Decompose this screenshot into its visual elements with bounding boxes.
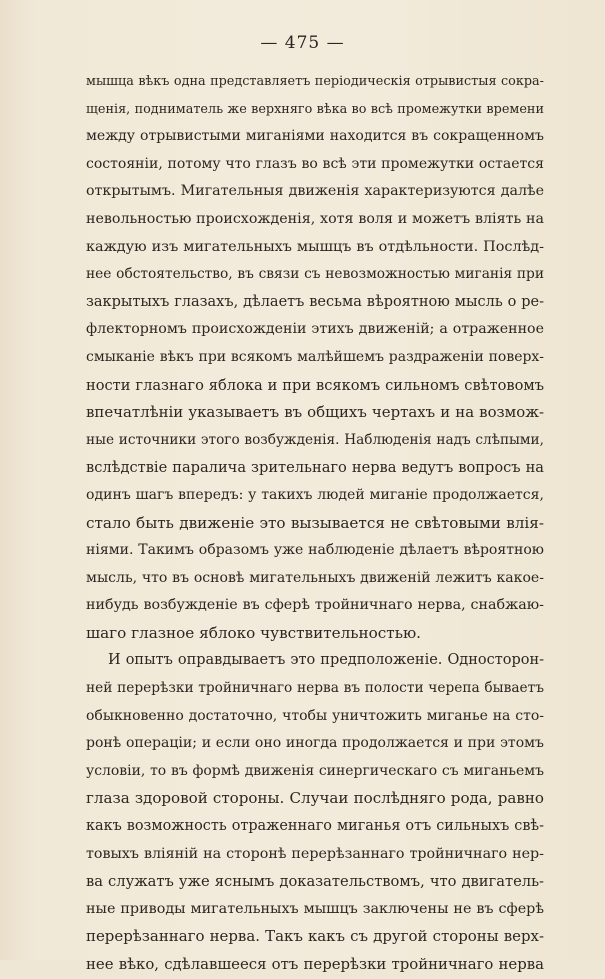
text-line: открытымъ. Мигательныя движенія характеризуются далѣе [86,183,544,200]
text-line: ронѣ операціи; и если оно иногда продолжается и при этомъ [86,735,544,752]
text-line: нее обстоятельство, въ связи съ невозможностью миганія при [86,266,544,283]
text-line: невольностью происхожденія, хотя воля и можетъ вліять на [86,210,544,227]
text-line: щенія, подниматель же верхняго вѣка во всѣ промежутки времени [86,101,544,117]
text-line: закрытыхъ глазахъ, дѣлаетъ весьма вѣроятною мысль о ре- [86,293,544,310]
text-line: мышца вѣкъ одна представляетъ періодическія отрывистыя сокра- [86,74,544,89]
text-line: какъ возможность отраженнаго миганья отъ сильныхъ свѣ- [86,818,544,835]
text-line: смыканіе вѣкъ при всякомъ малѣйшемъ раздраженіи поверх- [86,348,544,365]
body-text [86,68,544,979]
text-line: ные приводы мигательныхъ мышцъ заключены не въ сферѣ [86,900,544,917]
text-line: нее вѣко, сдѣлавшееся отъ перерѣзки тройничнаго нерва [86,955,544,973]
text-line: одинъ шагъ впередъ: у такихъ людей миганіе продолжается, [86,486,544,503]
text-line: перерѣзаннаго нерва. Такъ какъ съ другой стороны верх- [86,927,544,946]
text-line: состояніи, потому что глазъ во всѣ эти промежутки остается [86,155,544,172]
text-line: обыкновенно достаточно, чтобы уничтожить миганье на сто- [86,707,544,724]
text-line: условіи, то въ формѣ движенія синергическаго съ миганьемъ [86,762,544,779]
text-line: ности глазнаго яблока и при всякомъ сильномъ свѣтовомъ [86,376,544,394]
text-line: мысль, что въ основѣ мигательныхъ движеній лежитъ какое- [86,569,544,586]
text-line: глаза здоровой стороны. Случаи послѣдняго рода, равно [86,789,544,808]
text-line: И опытъ оправдываетъ это предположеніе. Односторон- [108,652,544,669]
paragraph-2 [86,647,544,978]
text-line: впечатлѣніи указываетъ въ общихъ чертахъ и на возмож- [86,403,544,422]
text-line: между отрывистыми миганіями находится въ сокращенномъ [86,128,544,145]
text-line: флекторномъ происхожденіи этихъ движеній; а отраженное [86,321,544,338]
text-line: ные источники этого возбужденія. Наблюденія надъ слѣпыми, [86,431,544,448]
text-line: нибудь возбужденіе въ сферѣ тройничнаго нерва, снабжаю- [86,597,544,614]
text-line: ва служатъ уже яснымъ доказательствомъ, что двигатель- [86,873,544,891]
paragraph-1 [86,68,544,647]
text-line: ніями. Такимъ образомъ уже наблюденіе дѣлаетъ вѣроятною [86,542,544,559]
page-number: — 475 — [260,33,345,53]
text-line: стало быть движеніе это вызывается не свѣтовыми влія- [86,513,544,532]
text-line: шаго глазное яблоко чувствительностью. [86,623,422,642]
text-line: вслѣдствіе паралича зрительнаго нерва ведутъ вопросъ на [86,459,544,477]
text-line: ней перерѣзки тройничнаго нерва въ полости черепа бываетъ [86,680,544,697]
text-line: товыхъ вліяній на сторонѣ перерѣзаннаго тройничнаго нер- [86,845,544,862]
text-line: каждую изъ мигательныхъ мышцъ въ отдѣльности. Послѣд- [86,238,544,255]
